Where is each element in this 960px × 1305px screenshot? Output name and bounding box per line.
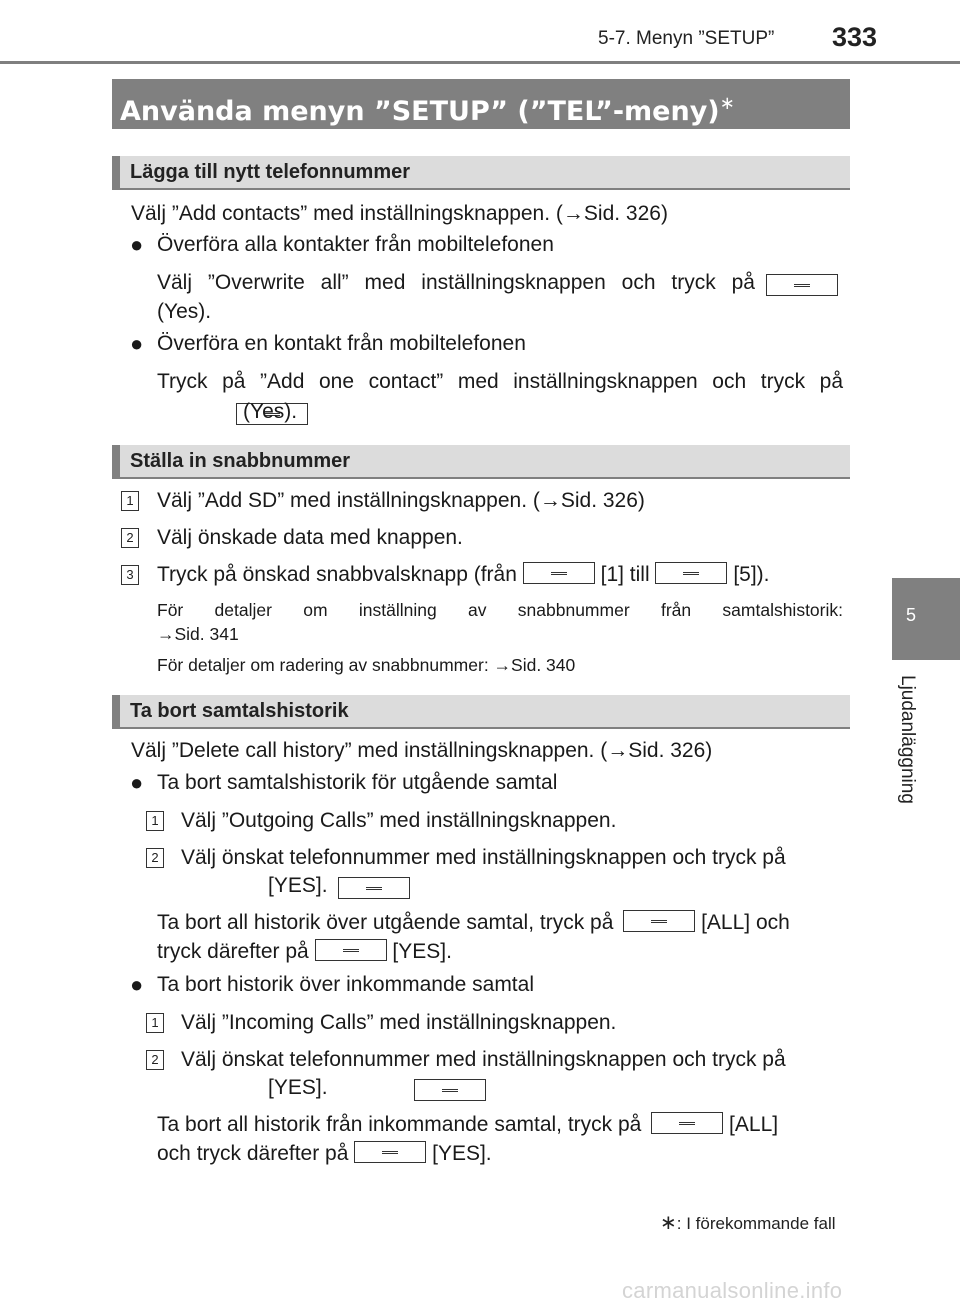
incoming-all-line2 (157, 1140, 492, 1168)
incoming-all-line1 (157, 1111, 778, 1139)
key-button-icon (651, 1112, 723, 1134)
page-title-text: Använda menyn ”SETUP” (”TEL”-meny) (120, 96, 720, 127)
delete-history-bullet1: Ta bort samtalshistorik för utgående samtal (157, 771, 558, 794)
step-number-badge: 2 (146, 848, 164, 868)
delete-history-bullet2: Ta bort historik över inkommande samtal (157, 973, 534, 996)
outgoing-step2-b: [YES]. (268, 874, 328, 897)
page-number: 333 (832, 22, 878, 52)
step-number-badge: 1 (146, 1013, 164, 1033)
incoming-step2-b: [YES]. (268, 1076, 328, 1099)
header-rule (0, 61, 960, 64)
key-button-icon (623, 910, 695, 932)
watermark: carmanualsonline.info (622, 1278, 843, 1303)
add-number-bullet1-text-b: (Yes). (157, 300, 212, 323)
running-header: 5-7. Menyn ”SETUP” (598, 28, 775, 49)
title-asterisk: ∗ (719, 93, 735, 114)
key-button-icon (655, 562, 727, 584)
incoming-all-b: [ALL] (729, 1113, 779, 1136)
speed-dial-step3 (157, 561, 770, 589)
delete-history-intro: Välj ”Delete call history” med inställningsknappen. (→Sid. 326) (131, 739, 713, 762)
section-heading-text: Lägga till nytt telefonnummer (130, 161, 411, 183)
section-heading-delete-history (112, 695, 850, 729)
speed-dial-step1: Välj ”Add SD” med inställningsknappen. (→Sid. 326) (157, 489, 645, 512)
outgoing-step2: Välj önskat telefonnummer med inställningsknappen och tryck på (181, 846, 786, 869)
outgoing-all-b: [ALL] och (701, 911, 790, 934)
outgoing-all-d: [YES]. (392, 940, 452, 963)
speed-dial-step3-b: [1] till (600, 563, 650, 586)
add-number-bullet2: Överföra en kontakt från mobiltelefonen (157, 332, 526, 355)
section-heading-text: Ta bort samtalshistorik (130, 700, 349, 722)
footnote-symbol: ∗ (660, 1212, 677, 1234)
speed-dial-note1-ref: →Sid. 341 (157, 624, 239, 644)
outgoing-all-c: tryck därefter på (157, 940, 309, 963)
key-button-icon (766, 274, 838, 296)
key-button-icon (315, 939, 387, 961)
outgoing-all-line1 (157, 909, 790, 937)
chapter-number: 5 (905, 605, 916, 625)
add-number-bullet2-text: Tryck på ”Add one contact” med inställningsknappen och tryck på (157, 370, 843, 393)
key-button-icon (414, 1079, 486, 1101)
bullet-icon: ● (130, 232, 144, 257)
key-button-icon (523, 562, 595, 584)
step-number-badge: 1 (146, 811, 164, 831)
bullet-icon: ● (130, 770, 144, 795)
incoming-all-c: och tryck därefter på (157, 1142, 349, 1165)
add-number-bullet1-text: Välj ”Overwrite all” med inställningsknappen och tryck på (157, 271, 755, 294)
speed-dial-note2: För detaljer om radering av snabbnummer: →Sid. 340 (157, 655, 576, 675)
section-heading-text: Ställa in snabbnummer (130, 450, 351, 472)
step-number-badge: 2 (121, 528, 139, 548)
incoming-step2: Välj önskat telefonnummer med inställningsknappen och tryck på (181, 1048, 786, 1071)
speed-dial-step2: Välj önskade data med knappen. (157, 526, 463, 549)
page-title (112, 79, 850, 129)
incoming-all-d: [YES]. (432, 1142, 492, 1165)
outgoing-step1: Välj ”Outgoing Calls” med inställningsknappen. (181, 809, 617, 832)
section-accent (112, 445, 120, 477)
section-heading-speed-dial (112, 445, 850, 479)
step-number-badge: 3 (121, 565, 139, 585)
outgoing-all-a: Ta bort all historik över utgående samtal, tryck på (157, 911, 614, 934)
chapter-title: Ljudanläggning (897, 675, 918, 804)
speed-dial-step3-c: [5]). (733, 563, 770, 586)
add-number-bullet1: Överföra alla kontakter från mobiltelefonen (157, 233, 554, 256)
section-accent (112, 156, 120, 188)
step-number-badge: 2 (146, 1050, 164, 1070)
add-number-bullet2-text-b: (Yes). (243, 400, 298, 423)
speed-dial-step3-a: Tryck på önskad snabbvalsknapp (från (157, 563, 517, 586)
footnote (660, 1210, 836, 1235)
bullet-icon: ● (130, 972, 144, 997)
speed-dial-note1: För detaljer om inställning av snabbnummer från samtalshistorik: (157, 600, 843, 620)
bullet-icon: ● (130, 331, 144, 356)
step-number-badge: 1 (121, 491, 139, 511)
incoming-step1: Välj ”Incoming Calls” med inställningsknappen. (181, 1011, 617, 1034)
add-number-intro: Välj ”Add contacts” med inställningsknappen. (→Sid. 326) (131, 202, 668, 225)
footnote-text: : I förekommande fall (676, 1214, 836, 1233)
key-button-icon (338, 877, 410, 899)
outgoing-all-line2 (157, 938, 452, 966)
key-button-icon (354, 1141, 426, 1163)
section-accent (112, 695, 120, 727)
incoming-all-a: Ta bort all historik från inkommande samtal, tryck på (157, 1113, 642, 1136)
section-heading-add-number (112, 156, 850, 190)
